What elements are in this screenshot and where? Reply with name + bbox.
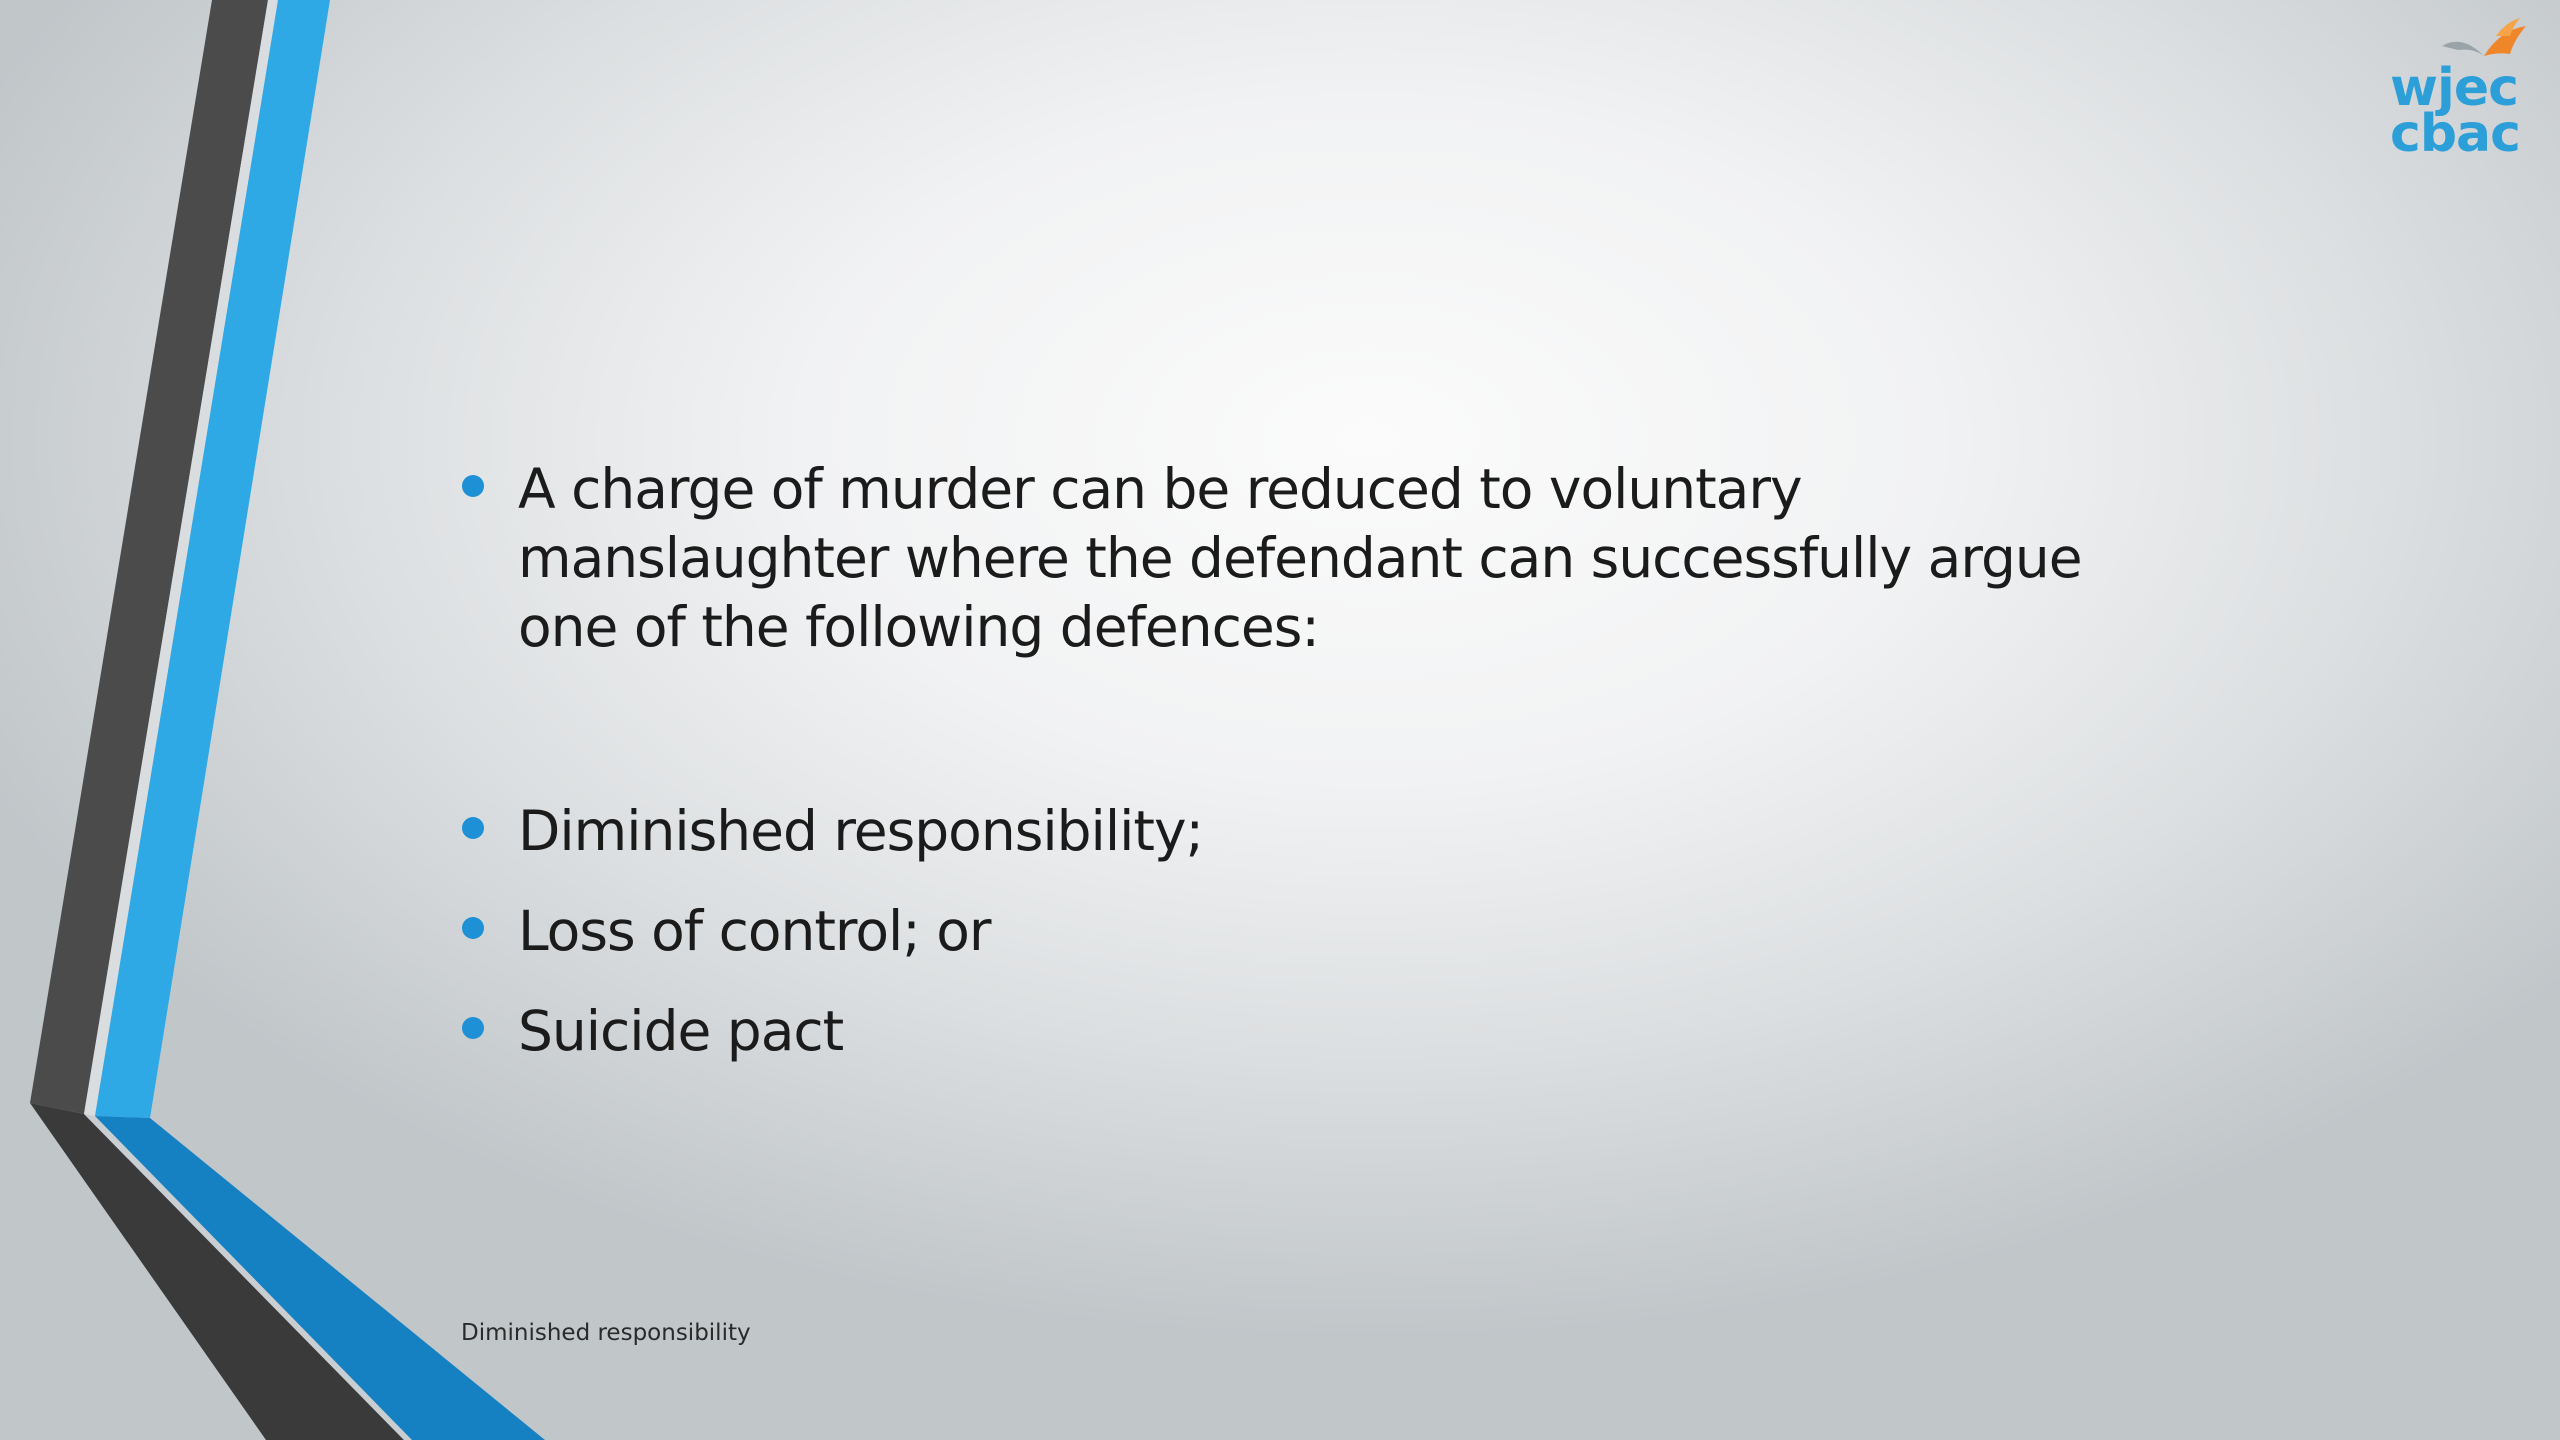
bullet-text: Suicide pact — [518, 999, 844, 1063]
bullet-dot — [462, 1017, 484, 1039]
bullet-item — [458, 797, 2158, 866]
bullet-list — [458, 455, 2158, 1066]
bullet-text: Diminished responsibility; — [518, 799, 1204, 863]
logo-text-cbac: cbac — [2390, 104, 2520, 164]
logo-text-wjec: wjec — [2390, 58, 2518, 118]
bullet-item — [458, 455, 2158, 662]
slide-body — [458, 455, 2158, 1066]
wjec-cbac-logo — [2380, 16, 2530, 166]
bullet-text: Loss of control; or — [518, 899, 991, 963]
slide-footer: Diminished responsibility — [461, 1320, 751, 1346]
light-separator-upper — [84, 0, 278, 1116]
bullet-item — [458, 897, 2158, 966]
bullet-item — [458, 997, 2158, 1066]
bullet-dot — [462, 917, 484, 939]
bullet-dot — [462, 475, 484, 497]
dark-stripe-lower — [30, 1103, 404, 1440]
bullet-dot — [462, 817, 484, 839]
bullet-text: A charge of murder can be reduced to voluntary manslaughter where the defendant can successfully argue one of the following defences: — [518, 457, 2082, 659]
